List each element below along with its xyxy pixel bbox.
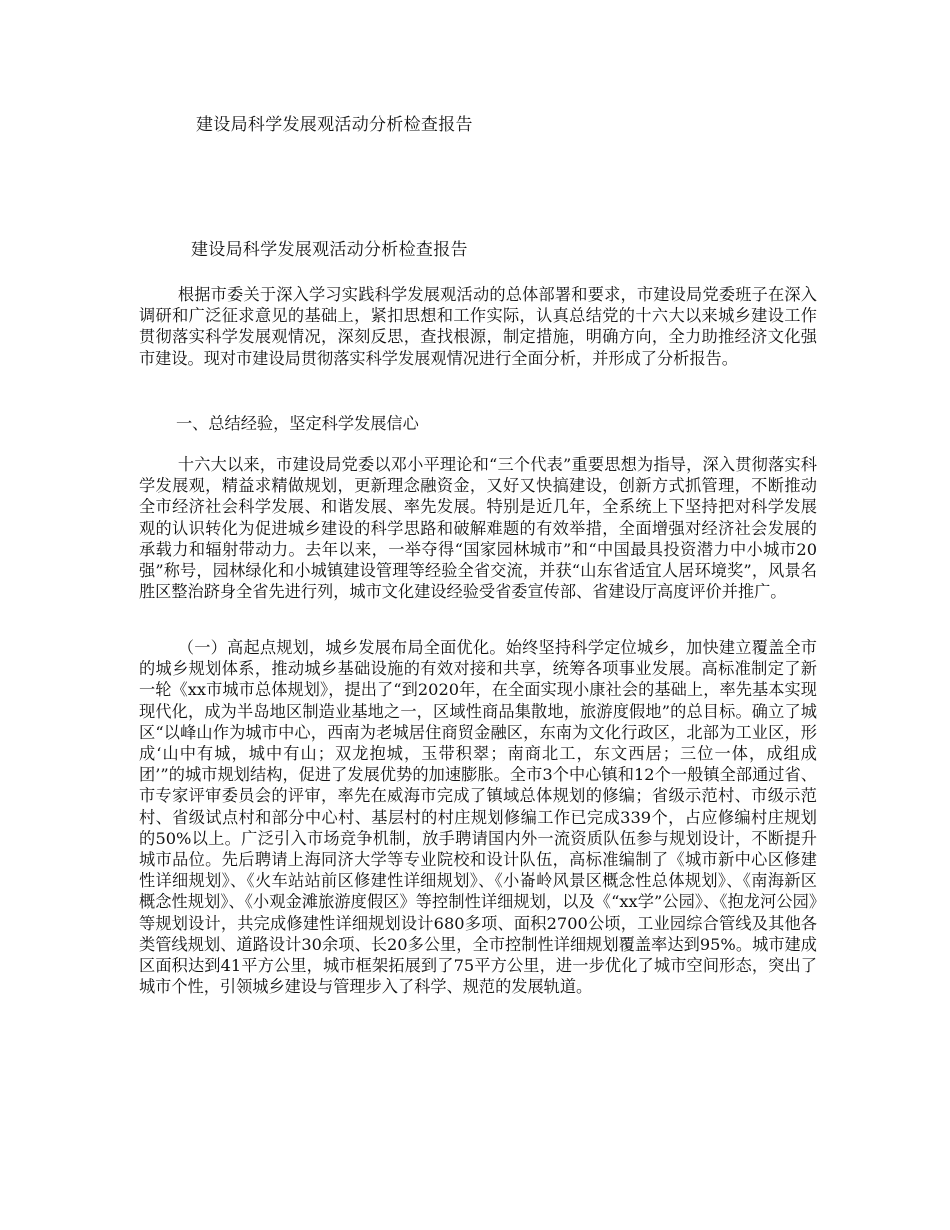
document-title: 建设局科学发展观活动分析检查报告 — [196, 115, 473, 135]
document-subtitle: 建设局科学发展观活动分析检查报告 — [191, 240, 468, 260]
paragraph-planning: （一）高起点规划，城乡发展布局全面优化。始终坚持科学定位城乡，加快建立覆盖全市的城乡规划体系，推动城乡基础设施的有效对接和共享，统筹各项事业发展。高标准制定了新一轮《xx市城市总体规划》，提出了“到2020年，在全面实现小康社会的基础上，率先基本实现现代化，成为半岛地区制造业基地之一，区域性商品集散地，旅游度假地”的总目标。确立了城区“以峰山作为城市中心，西南为老城居住商贸金融区，东南为文化行政区，北部为工业区，形成‘山中有城，城中有山；双龙抱城，玉带积翠；南商北工，东文西居；三位一体，成组成团’”的城市规划结构，促进了发展优势的加速膨胀。全市3个中心镇和12个一般镇全部通过省、市专家评审委员会的评审，率先在威海市完成了镇域总体规划的修编；省级示范村、市级示范村、省级试点村和部分中心村、基层村的村庄规划修编工作已完成339个，占应修编村庄规划的50%以上。广泛引入市场竞争机制，放手聘请国内外一流资质队伍参与规划设计，不断提升城市品位。先后聘请上海同济大学等专业院校和设计队伍，高标准编制了《城市新中心区修建性详细规划》、《火车站站前区修建性详细规划》、《小崙岭风景区概念性总体规划》、《南海新区概念性规划》、《小观金滩旅游度假区》等控制性详细规划，以及《“xx学”公园》、《抱龙河公园》等规划设计，共完成修建性详细规划设计680多项、面积2700公顷，工业园综合管线及其他各类管线规划、道路设计30余项、长20多公里，全市控制性详细规划覆盖率达到95%。城市建成区面积达到41平方公里，城市框架拓展到了75平方公里，进一步优化了城市空间形态，突出了城市个性，引领城乡建设与管理步入了科学、规范的发展轨道。 — [139, 638, 817, 997]
section-heading: 一、总结经验，坚定科学发展信心 — [176, 414, 419, 433]
paragraph-summary: 十六大以来，市建设局党委以邓小平理论和“三个代表”重要思想为指导，深入贯彻落实科学发展观，精益求精做规划，更新理念融资金，又好又快搞建设，创新方式抓管理，不断推动全市经济社会科学发展、和谐发展、率先发展。特别是近几年，全系统上下坚持把对科学发展观的认识转化为促进城乡建设的科学思路和破解难题的有效举措，全面增强对经济社会发展的承载力和辐射带动力。去年以来，一举夺得“国家园林城市”和“中国最具投资潜力中小城市20强”称号，园林绿化和小城镇建设管理等经验全省交流，并获“山东省适宜人居环境奖”，风景名胜区整治跻身全省先进行列，城市文化建设经验受省委宣传部、省建设厅高度评价并推广。 — [139, 455, 817, 602]
paragraph-intro: 根据市委关于深入学习实践科学发展观活动的总体部署和要求，市建设局党委班子在深入调研和广泛征求意见的基础上，紧扣思想和工作实际，认真总结党的十六大以来城乡建设工作贯彻落实科学发展观情况，深刻反思，查找根源，制定措施，明确方向，全力助推经济文化强市建设。现对市建设局贯彻落实科学发展观情况进行全面分析，并形成了分析报告。 — [139, 285, 817, 368]
